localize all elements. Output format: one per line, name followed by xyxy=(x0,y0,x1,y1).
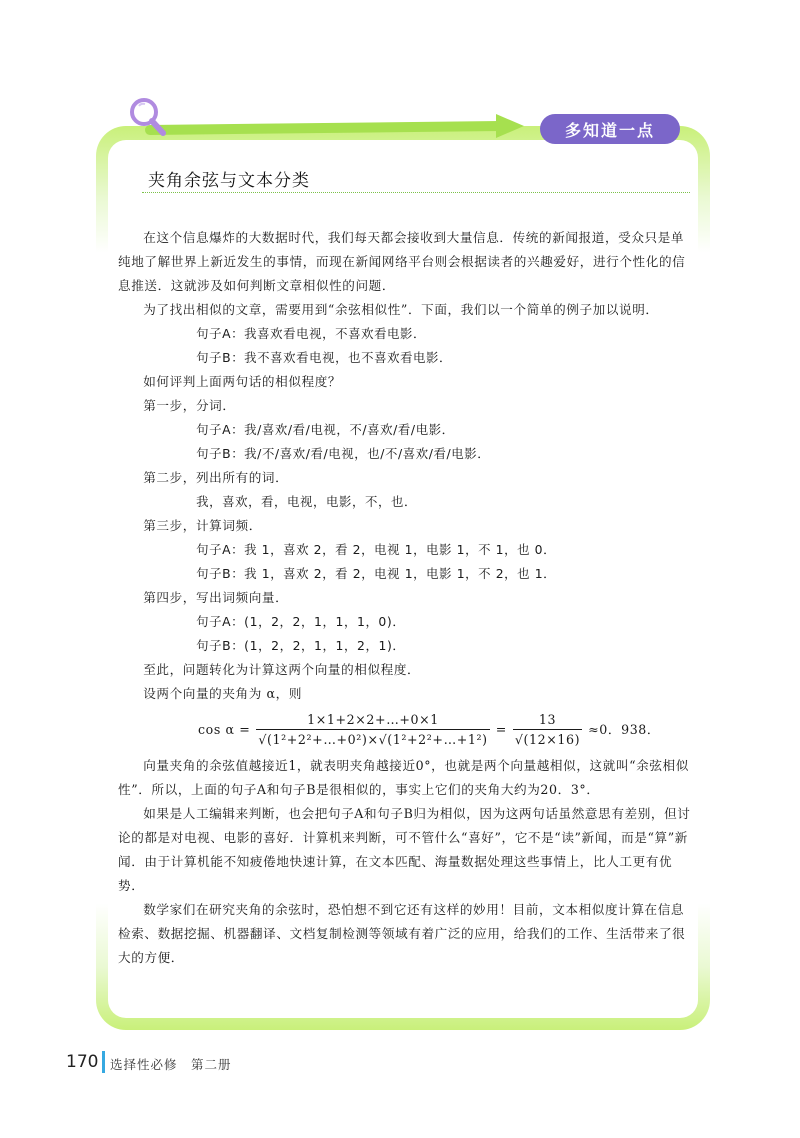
formula-equals: = xyxy=(495,722,507,737)
title-divider xyxy=(142,192,690,193)
paragraph-applications: 数学家们在研究夹角的余弦时，恐怕想不到它还有这样的妙用！目前，文本相似度计算在信息检索、数据挖掘、机器翻译、文档复制检测等领域有着广泛的应用，给我们的工作、生活带来了很大的方便． xyxy=(118,902,686,965)
step-4-vector-b: 句子B：(1，2，2，1，1，2，1)． xyxy=(196,638,406,653)
paragraph-purpose: 为了找出相似的文章，需要用到“余弦相似性”．下面，我们以一个简单的例子加以说明． xyxy=(143,302,659,317)
section-badge: 多知道一点 xyxy=(540,114,680,144)
step-4: 第四步，写出词频向量． xyxy=(143,590,289,605)
example-sentence-b: 句子B：我不喜欢看电视，也不喜欢看电影． xyxy=(196,350,453,365)
box-title: 夹角余弦与文本分类 xyxy=(148,171,310,191)
step-3: 第三步，计算词频． xyxy=(143,518,262,533)
box-content xyxy=(118,226,696,970)
example-sentence-a: 句子A：我喜欢看电视，不喜欢看电影． xyxy=(196,326,427,341)
question-line: 如何评判上面两句话的相似程度？ xyxy=(143,374,342,389)
formula-approx: ≈0．938． xyxy=(588,722,661,737)
step-3-sentence-a: 句子A：我 1，喜欢 2，看 2，电视 1，电影 1，不 1，也 0． xyxy=(196,542,557,557)
fraction-1-denominator: √(1²+2²+…+0²)×√(1²+2²+…+1²) xyxy=(256,729,489,749)
step-2-words: 我，喜欢，看，电视，电影，不，也． xyxy=(196,494,417,509)
fraction-2-numerator: 13 xyxy=(538,712,557,727)
step-1-sentence-b: 句子B：我/不/喜欢/看/电视，也/不/喜欢/看/电影． xyxy=(196,446,491,461)
fraction-2-denominator: √(12×16) xyxy=(513,729,582,749)
fraction-2 xyxy=(513,711,582,749)
step-1-sentence-a: 句子A：我/喜欢/看/电视，不/喜欢/看/电影． xyxy=(196,422,455,437)
step-3-sentence-b: 句子B：我 1，喜欢 2，看 2，电视 1，电影 1，不 2，也 1． xyxy=(196,566,557,581)
book-title: 选择性必修 第二册 xyxy=(110,1057,232,1072)
footer-divider xyxy=(102,1051,105,1073)
paragraph-explanation: 向量夹角的余弦值越接近1，就表明夹角越接近0°，也就是两个向量越相似，这就叫“余弦相似性”．所以，上面的句子A和句子B是很相似的，事实上它们的夹角大约为20．3°． xyxy=(118,758,689,797)
fraction-1 xyxy=(256,711,489,749)
angle-line: 设两个向量的夹角为 α，则 xyxy=(143,686,303,701)
step-4-vector-a: 句子A：(1，2，2，1，1，1，0)． xyxy=(196,614,406,629)
paragraph-human-vs-computer: 如果是人工编辑来判断，也会把句子A和句子B归为相似，因为这两句话虽然意思有差别，但讨论的都是对电视、电影的喜好．计算机来判断，可不管什么“喜好”，它不是“读”新闻，而是“算”新闻．由于计算机能不知疲倦地快速计算，在文本匹配、海量数据处理这些事情上，比人工更有优势． xyxy=(118,806,691,893)
cosine-formula xyxy=(118,706,696,754)
conclusion-line: 至此，问题转化为计算这两个向量的相似程度． xyxy=(143,662,421,677)
box-decoration xyxy=(0,0,800,220)
step-1: 第一步，分词． xyxy=(143,398,236,413)
page-number: 170 xyxy=(66,1052,99,1072)
fraction-1-numerator: 1×1+2×2+…+0×1 xyxy=(307,712,439,727)
paragraph-intro: 在这个信息爆炸的大数据时代，我们每天都会接收到大量信息．传统的新闻报道，受众只是单纯地了解世界上新近发生的事情，而现在新闻网络平台则会根据读者的兴趣爱好，进行个性化的信息推送．这就涉及如何判断文章相似性的问题． xyxy=(118,230,686,293)
step-2: 第二步，列出所有的词． xyxy=(143,470,289,485)
formula-lhs: cos α = xyxy=(198,722,251,737)
